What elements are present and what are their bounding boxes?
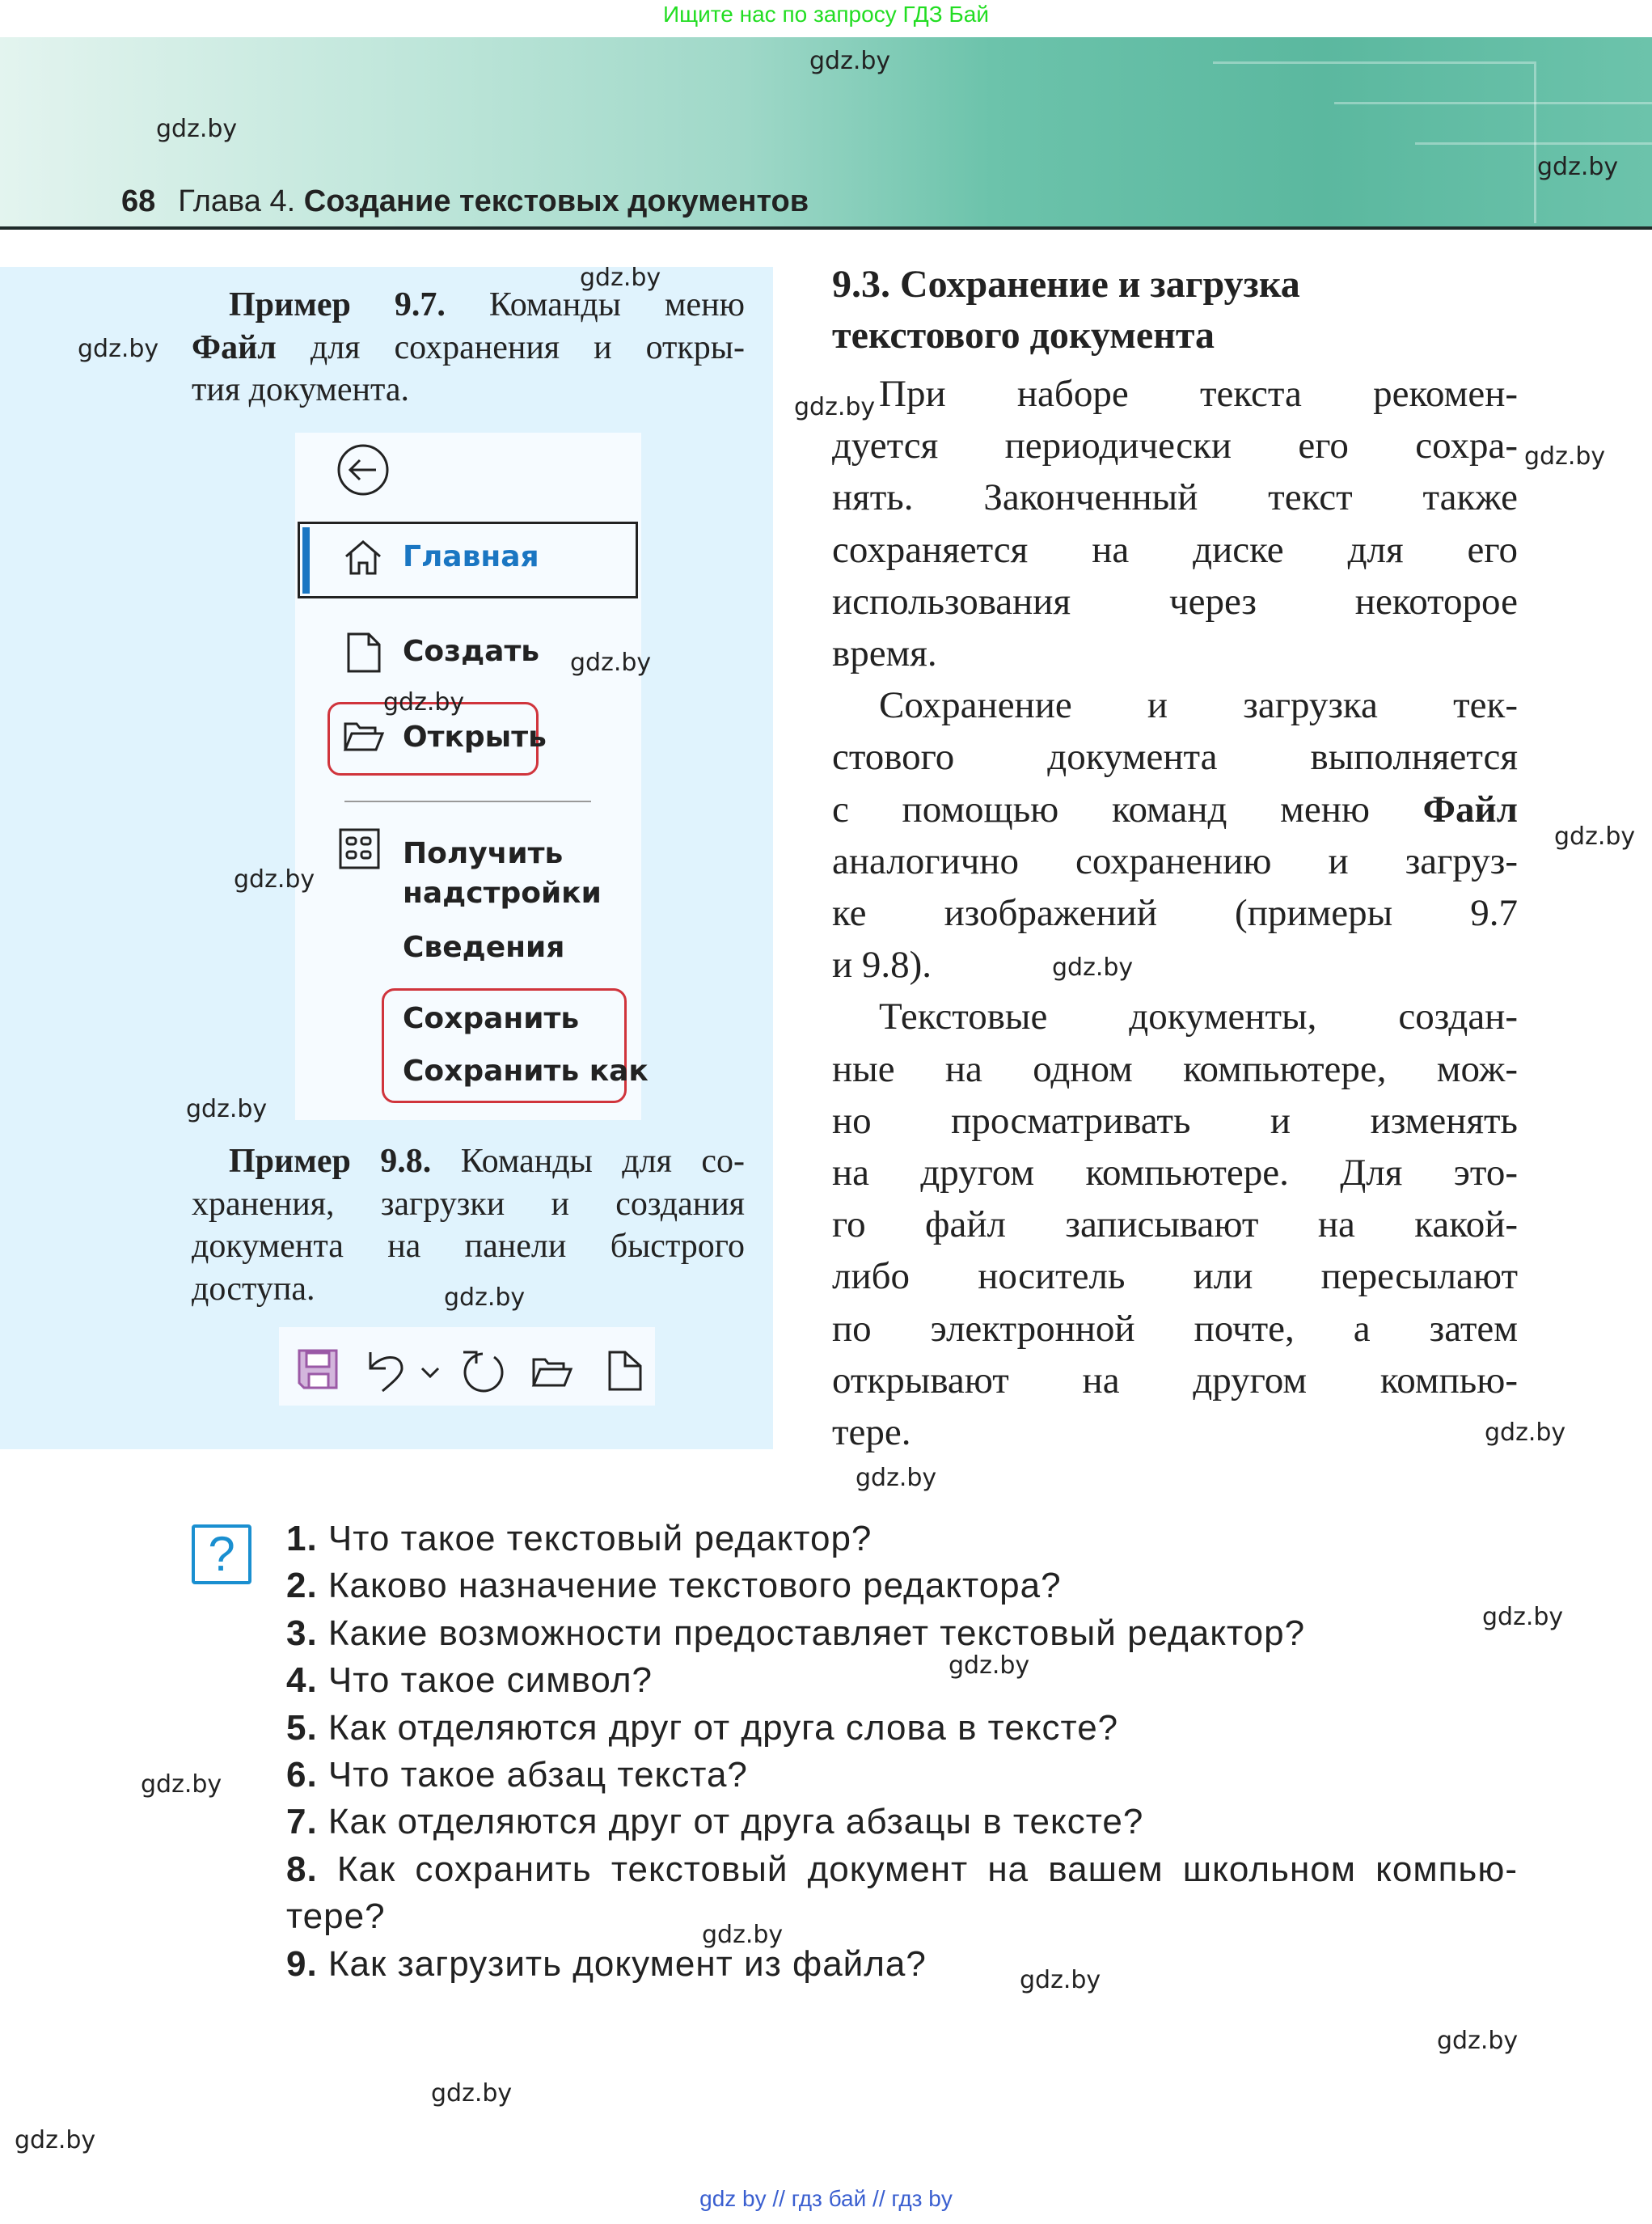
line-text: но просматривать и изменять xyxy=(832,1099,1518,1142)
watermark: gdz.by xyxy=(570,649,652,677)
line-text: нять. Законченный текст также xyxy=(832,476,1518,519)
line-text: дуется периодически его сохра- xyxy=(832,425,1518,467)
watermark: gdz.by xyxy=(580,264,661,292)
back-arrow-icon[interactable] xyxy=(336,442,391,497)
menu-item-create[interactable]: Создать xyxy=(403,635,540,668)
open-folder-icon xyxy=(343,720,385,752)
caption-text: для сохранения и откры- xyxy=(276,328,745,366)
caption-line xyxy=(192,327,745,370)
watermark: gdz.by xyxy=(383,688,465,717)
question-number: 6. xyxy=(286,1755,318,1795)
new-document-icon xyxy=(346,632,382,674)
menu-item-save-as[interactable]: Сохранить как xyxy=(403,1055,649,1088)
menu-item-open[interactable]: Открыть xyxy=(403,721,547,754)
paragraph-line xyxy=(832,1095,1518,1147)
paragraph-line xyxy=(832,1199,1518,1250)
watermark: gdz.by xyxy=(949,1651,1030,1680)
section-heading-line-1: 9.3. Сохранение и загрузка xyxy=(832,263,1300,306)
question-text: Какие возможности предоставляет текстовый редактор? xyxy=(317,1613,1306,1653)
review-questions-list xyxy=(286,1516,1518,1988)
watermark: gdz.by xyxy=(1482,1603,1564,1631)
addins-grid-icon xyxy=(339,828,381,870)
paragraph-line xyxy=(832,1147,1518,1199)
caption-line: документа на панели быстрого xyxy=(192,1228,745,1266)
question-item xyxy=(286,1705,1518,1752)
watermark: gdz.by xyxy=(702,1921,784,1949)
watermark: gdz.by xyxy=(431,2079,513,2108)
paragraph-line xyxy=(832,368,1518,420)
question-number: 1. xyxy=(286,1519,318,1558)
menu-label-home: Главная xyxy=(403,540,539,573)
paragraph-line xyxy=(832,420,1518,471)
line-text: по электронной почте, а затем xyxy=(832,1307,1518,1350)
chapter-prefix: Глава 4. xyxy=(178,184,296,218)
question-text: тере? xyxy=(286,1896,386,1937)
watermark: gdz.by xyxy=(186,1095,268,1123)
selected-indicator xyxy=(302,527,310,594)
question-number: 8. xyxy=(286,1849,318,1889)
line-text: аналогично сохранению и загруз- xyxy=(832,839,1518,882)
question-number: 2. xyxy=(286,1566,318,1606)
undo-dropdown-icon[interactable] xyxy=(420,1365,440,1380)
line-text: ке изображений (примеры 9.7 xyxy=(832,892,1518,935)
paragraph-line xyxy=(832,679,1518,731)
question-item xyxy=(286,1562,1518,1609)
menu-item-info[interactable]: Сведения xyxy=(403,931,565,964)
question-number: 5. xyxy=(286,1707,318,1748)
question-number: 9. xyxy=(286,1943,318,1984)
watermark: gdz.by xyxy=(1485,1419,1566,1447)
question-number: 7. xyxy=(286,1802,318,1842)
chapter-title: Создание текстовых документов xyxy=(303,184,809,218)
caption-line: тия документа. xyxy=(192,371,409,409)
paragraph-line xyxy=(832,1406,1518,1458)
home-icon xyxy=(343,539,383,576)
paragraph-line xyxy=(832,524,1518,576)
footer-links: gdz by // гдз бай // гдз by xyxy=(699,2186,953,2211)
watermark: gdz.by xyxy=(15,2126,96,2154)
paragraph-line xyxy=(832,1355,1518,1406)
new-document-icon[interactable] xyxy=(607,1350,643,1392)
line-text: При наборе текста рекомен- xyxy=(879,373,1518,415)
paragraph-line xyxy=(832,1303,1518,1355)
watermark: gdz.by xyxy=(78,335,159,363)
line-text: на другом компьютере. Для это- xyxy=(832,1152,1518,1194)
paragraph-line xyxy=(832,784,1518,835)
watermark: gdz.by xyxy=(856,1464,937,1492)
paragraph-line xyxy=(832,939,1518,991)
menu-item-get-addins[interactable] xyxy=(403,834,602,913)
caption-line xyxy=(192,1140,745,1183)
question-text: Как отделяются друг от друга абзацы в тексте? xyxy=(317,1802,1144,1842)
question-number: 4. xyxy=(286,1660,318,1701)
question-text: Как отделяются друг от друга слова в тексте? xyxy=(317,1707,1119,1748)
line-text: время. xyxy=(832,632,937,675)
question-item xyxy=(286,1846,1518,1893)
caption-text: Команды для со- xyxy=(431,1143,745,1180)
line-text: Текстовые документы, создан- xyxy=(879,996,1518,1038)
open-folder-icon[interactable] xyxy=(531,1355,573,1388)
paragraph-line xyxy=(832,471,1518,523)
menu-divider xyxy=(344,801,591,802)
question-text: Что такое символ? xyxy=(317,1660,653,1701)
watermark: gdz.by xyxy=(234,865,315,894)
question-item xyxy=(286,1941,1518,1988)
line-text: го файл записывают на какой- xyxy=(832,1203,1518,1246)
paragraph-line xyxy=(832,991,1518,1042)
menu-name: Файл xyxy=(1422,788,1518,831)
question-item xyxy=(286,1799,1518,1846)
line-text: ные на одном компьютере, мож- xyxy=(832,1047,1518,1090)
watermark: gdz.by xyxy=(809,47,891,75)
caption-line xyxy=(192,284,745,327)
question-text: Каково назначение текстового редактора? xyxy=(317,1566,1062,1606)
question-text: Как сохранить текстовый документ на вашем школьном компью- xyxy=(317,1849,1518,1889)
caption-line: хранения, загрузки и создания xyxy=(192,1185,745,1223)
page-number: 68 xyxy=(121,184,156,218)
menu-item-save[interactable]: Сохранить xyxy=(403,1002,580,1035)
watermark: gdz.by xyxy=(444,1283,526,1312)
question-item xyxy=(286,1657,1518,1704)
line-text: либо носитель или пересылают xyxy=(832,1255,1518,1298)
section-9-3 xyxy=(832,259,1518,361)
line-text: тере. xyxy=(832,1411,911,1454)
save-icon[interactable] xyxy=(298,1349,340,1391)
question-item xyxy=(286,1516,1518,1562)
line-text: открывают на другом компью- xyxy=(832,1359,1518,1402)
watermark: gdz.by xyxy=(1437,2027,1519,2055)
question-item xyxy=(286,1752,1518,1799)
line-text: и 9.8). xyxy=(832,944,932,987)
menu-name: Файл xyxy=(192,328,277,366)
line-text: использования через некоторое xyxy=(832,580,1518,623)
paragraph-line xyxy=(832,887,1518,939)
paragraph-line xyxy=(832,1250,1518,1302)
watermark: gdz.by xyxy=(141,1770,222,1799)
example-label: Пример 9.7. xyxy=(229,286,446,323)
question-number: 3. xyxy=(286,1613,318,1653)
line-text: сохраняется на диске для его xyxy=(832,528,1518,571)
question-item xyxy=(286,1610,1518,1657)
caption-line: доступа. xyxy=(192,1270,315,1308)
question-text: Что такое абзац текста? xyxy=(317,1755,748,1795)
paragraph-line xyxy=(832,628,1518,679)
watermark: gdz.by xyxy=(1020,1966,1101,1994)
section-heading-line-2: текстового документа xyxy=(832,314,1215,357)
line-text: с помощью команд меню xyxy=(832,788,1423,831)
redo-icon[interactable] xyxy=(462,1351,505,1394)
line-text: стового документа выполняется xyxy=(832,736,1518,779)
watermark: gdz.by xyxy=(1554,822,1636,851)
paragraph-line xyxy=(832,835,1518,887)
undo-icon[interactable] xyxy=(368,1351,408,1393)
watermark: gdz.by xyxy=(156,115,238,143)
question-item xyxy=(286,1893,1518,1940)
question-text: Как загрузить документ из файла? xyxy=(317,1943,927,1984)
section-body xyxy=(832,368,1518,1458)
paragraph-line xyxy=(832,731,1518,783)
watermark: gdz.by xyxy=(1537,153,1619,181)
addins-label-line-2: надстройки xyxy=(403,877,602,910)
question-icon: ? xyxy=(192,1524,251,1584)
example-9-7-caption xyxy=(192,284,745,412)
watermark: gdz.by xyxy=(794,393,876,421)
search-hint: Ищите нас по запросу ГДЗ Бай xyxy=(662,2,990,27)
watermark: gdz.by xyxy=(1524,442,1606,471)
line-text: Сохранение и загрузка тек- xyxy=(879,684,1518,727)
example-label: Пример 9.8. xyxy=(229,1143,432,1180)
addins-label-line-1: Получить xyxy=(403,837,564,870)
paragraph-line xyxy=(832,576,1518,628)
question-text: Что такое текстовый редактор? xyxy=(317,1519,872,1558)
caption-text: Команды меню xyxy=(445,286,745,323)
paragraph-line xyxy=(832,1043,1518,1095)
watermark: gdz.by xyxy=(1052,953,1134,982)
chapter-header xyxy=(121,184,809,219)
